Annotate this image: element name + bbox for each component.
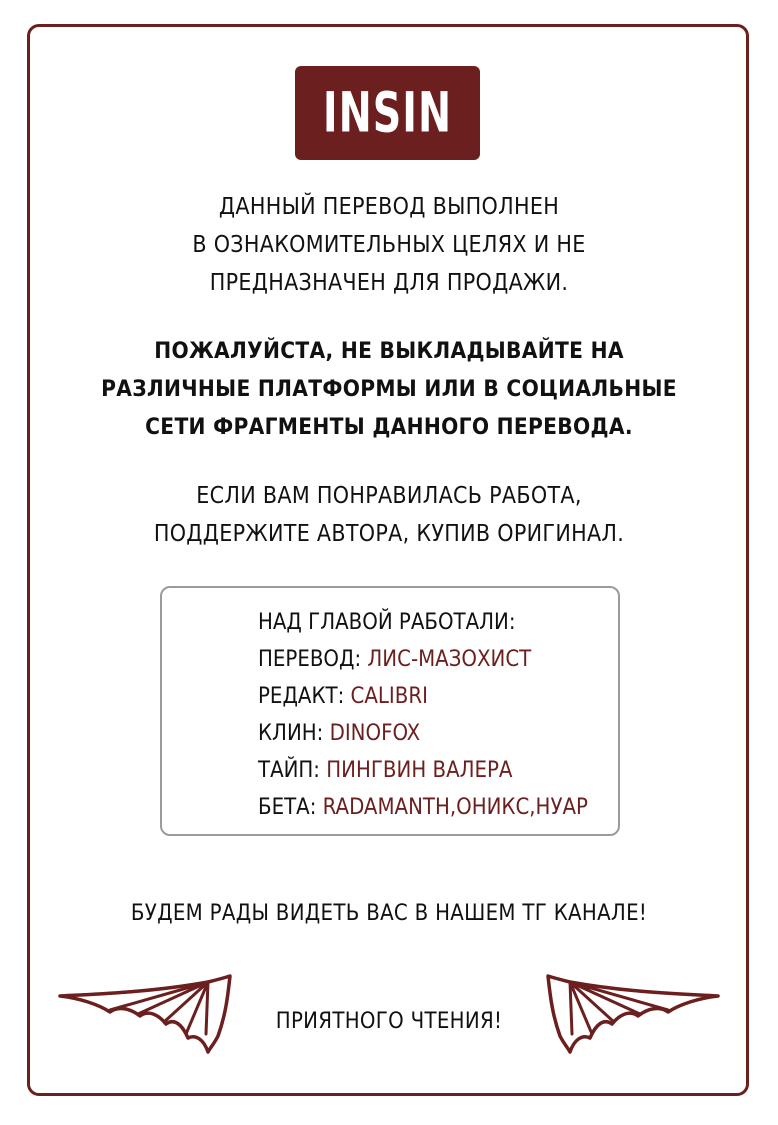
warning-line: ПОЖАЛУЙСТА, НЕ ВЫКЛАДЫВАЙТЕ НА bbox=[154, 338, 624, 364]
page-frame bbox=[27, 24, 749, 1096]
support-line: ЕСЛИ ВАМ ПОНРАВИЛАСЬ РАБОТА, bbox=[196, 483, 582, 509]
closing-text: ПРИЯТНОГО ЧТЕНИЯ! bbox=[275, 1009, 503, 1034]
disclaimer-text bbox=[60, 188, 718, 302]
credit-role: КЛИН: bbox=[258, 721, 324, 746]
warning-line: СЕТИ ФРАГМЕНТЫ ДАННОГО ПЕРЕВОДА. bbox=[145, 414, 633, 440]
credit-name: RADAMANTH,ОНИКС,НУАР bbox=[322, 795, 588, 820]
credit-name: ПИНГВИН ВАЛЕРА bbox=[326, 758, 513, 783]
support-text bbox=[60, 477, 718, 553]
credit-role: БЕТА: bbox=[258, 795, 317, 820]
disclaimer-line: В ОЗНАКОМИТЕЛЬНЫХ ЦЕЛЯХ И НЕ bbox=[192, 232, 586, 258]
credit-typesetter bbox=[258, 752, 588, 789]
credit-name: DINOFOX bbox=[329, 721, 421, 746]
disclaimer-line: ПРЕДНАЗНАЧЕН ДЛЯ ПРОДАЖИ. bbox=[209, 270, 569, 296]
credit-role: РЕДАКТ: bbox=[258, 684, 345, 709]
credit-name: ЛИС-МАЗОХИСТ bbox=[367, 647, 532, 672]
credit-translator bbox=[258, 641, 588, 678]
credit-role: ТАЙП: bbox=[258, 758, 320, 783]
warning-line: РАЗЛИЧНЫЕ ПЛАТФОРМЫ ИЛИ В СОЦИАЛЬНЫЕ bbox=[101, 376, 677, 402]
credit-name: CALIBRI bbox=[350, 684, 428, 709]
warning-text bbox=[60, 332, 718, 446]
disclaimer-line: ДАННЫЙ ПЕРЕВОД ВЫПОЛНЕН bbox=[218, 194, 560, 220]
credit-role: ПЕРЕВОД: bbox=[258, 647, 362, 672]
credits-heading: НАД ГЛАВОЙ РАБОТАЛИ: bbox=[258, 610, 516, 635]
credit-editor bbox=[258, 678, 588, 715]
logo-text: INSIN bbox=[322, 81, 453, 145]
channel-invite: БУДЕМ РАДЫ ВИДЕТЬ ВАС В НАШЕМ ТГ КАНАЛЕ! bbox=[130, 901, 648, 926]
team-logo bbox=[295, 66, 480, 160]
credit-cleaner bbox=[258, 715, 588, 752]
bat-wing-left-icon bbox=[58, 974, 238, 1054]
credits-box bbox=[160, 586, 620, 836]
credit-beta bbox=[258, 789, 588, 826]
bat-wing-right-icon bbox=[540, 974, 720, 1054]
support-line: ПОДДЕРЖИТЕ АВТОРА, КУПИВ ОРИГИНАЛ. bbox=[153, 521, 625, 547]
